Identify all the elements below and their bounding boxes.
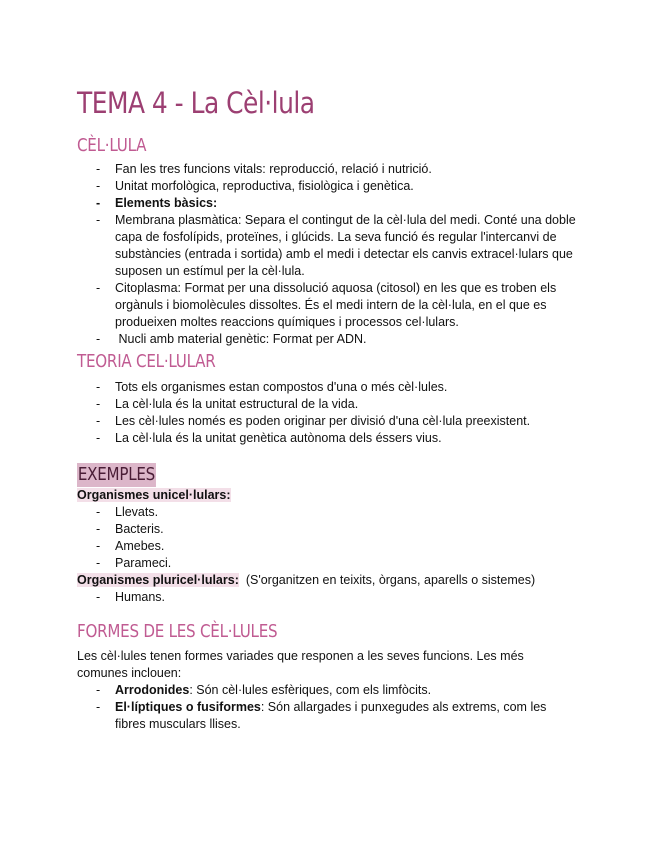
- list-item: - Amebes.: [77, 538, 577, 555]
- term: El·líptiques o fusiformes: [115, 700, 261, 714]
- section-heading-cellula: CÈL·LULA: [77, 135, 147, 156]
- list-item: - Les cèl·lules només es poden originar per divisió d'una cèl·lula preexistent.: [77, 413, 577, 430]
- list-item: - Fan les tres funcions vitals: reproducció, relació i nutrició.: [77, 161, 577, 178]
- unicel-label-line: [77, 487, 577, 504]
- list-item: - Bacteris.: [77, 521, 577, 538]
- list-item: - Parameci.: [77, 555, 577, 572]
- list-item: - Humans.: [77, 589, 577, 606]
- term: Arrodonides: [115, 683, 190, 697]
- definition: : Són cèl·lules esfèriques, com els limfòcits.: [189, 683, 432, 697]
- list-item: - Tots els organismes estan compostos d'una o més cèl·lules.: [77, 379, 577, 396]
- pluricel-note: (S'organitzen en teixits, òrgans, aparells o sistemes): [245, 573, 536, 587]
- list-item: - Citoplasma: Format per una dissolució aquosa (citosol) en les que es troben els orgànuls i biomolècules dissoltes. És el medi intern de la cèl·lula, en el que es produeixen moltes reaccions químiques i processos cel·lulars.: [77, 280, 577, 331]
- formes-intro: Les cèl·lules tenen formes variades que responen a les seves funcions. Les més comunes inclouen:: [77, 649, 524, 680]
- pluricel-list: [77, 589, 577, 606]
- list-item: - Membrana plasmàtica: Separa el contingut de la cèl·lula del medi. Conté una doble capa de fosfolípids, proteïnes, i glúcids. La seva funció és regular l'intercanvi de substàncies (entrada i sortida) amb el medi i detectar els canvis extracel·lulars que suposen un estímul per la cèl·lula.: [77, 212, 577, 280]
- unicel-list: [77, 504, 577, 572]
- formes-list: [77, 682, 577, 733]
- pluricel-label-line: [77, 572, 577, 589]
- list-item: - Unitat morfològica, reproductiva, fisiològica i genètica.: [77, 178, 577, 195]
- section-heading-teoria: TEORIA CEL·LULAR: [77, 351, 216, 372]
- page-title: TEMA 4 - La Cèl·lula: [77, 86, 315, 120]
- definition: : Són allargades i punxegudes als extrems, com les fibres musculars llises.: [115, 700, 547, 731]
- list-item: [77, 699, 577, 733]
- document-page: [77, 80, 577, 733]
- section-heading-exemples: EXEMPLES: [77, 464, 156, 485]
- list-item: - La cèl·lula és la unitat estructural de la vida.: [77, 396, 577, 413]
- list-item: - La cèl·lula és la unitat genètica autònoma dels éssers vius.: [77, 430, 577, 447]
- teoria-list: [77, 379, 577, 447]
- list-item: [77, 682, 577, 699]
- pluricel-label: Organismes pluricel·lulars:: [77, 573, 239, 587]
- section-heading-formes: FORMES DE LES CÈL·LULES: [77, 621, 278, 642]
- list-item: - Nucli amb material genètic: Format per ADN.: [77, 331, 577, 348]
- list-item: - Llevats.: [77, 504, 577, 521]
- list-item: - Elements bàsics:: [77, 195, 577, 212]
- unicel-label: Organismes unicel·lulars:: [77, 488, 231, 502]
- cellula-list: [77, 161, 577, 348]
